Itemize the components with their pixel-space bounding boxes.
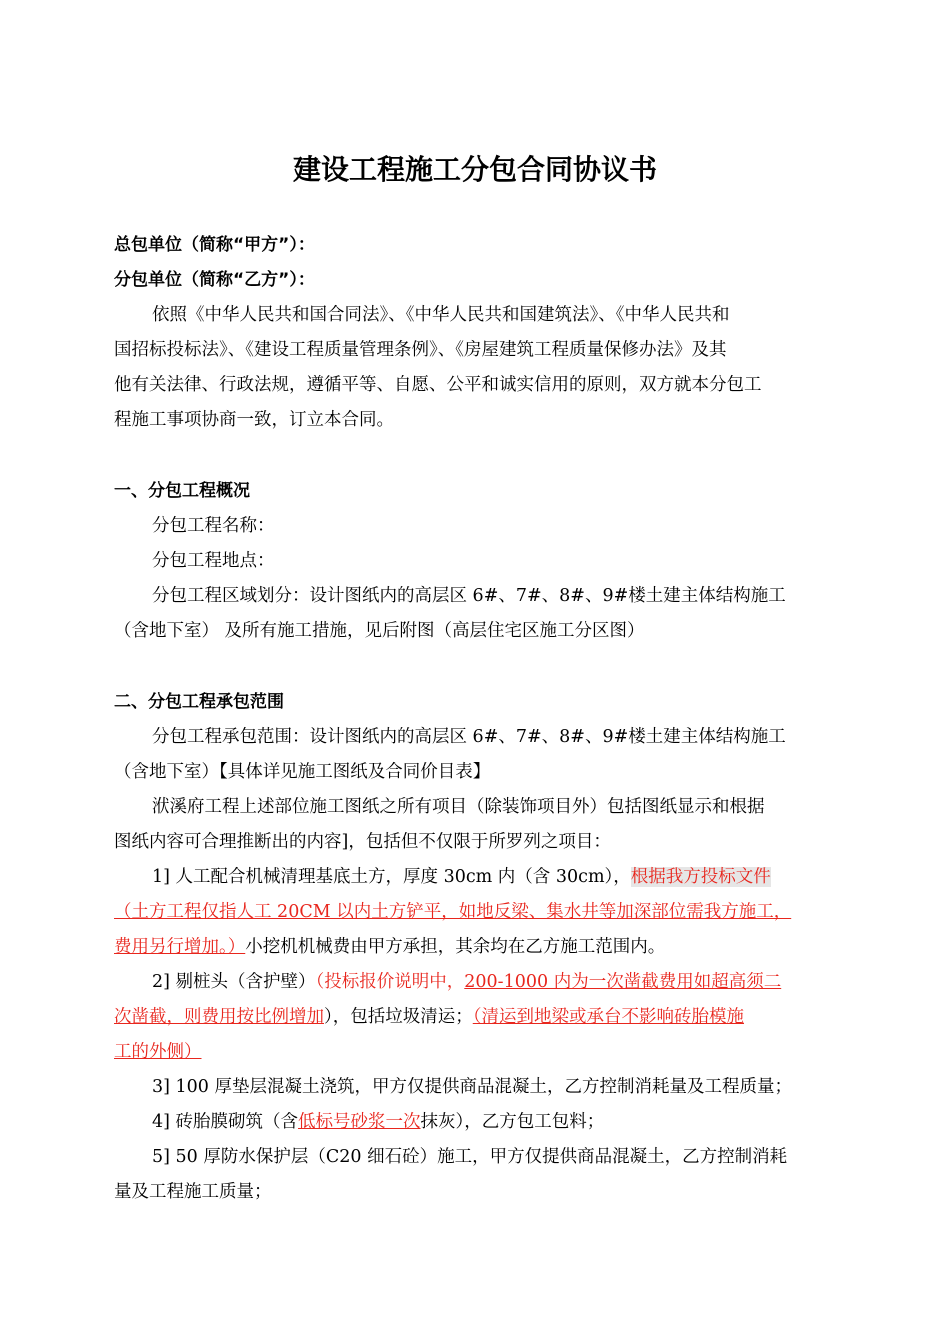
item-2-text: 2] 剔桩头（含护壁） [152, 972, 316, 992]
scope-line-2: （含地下室）【具体详见施工图纸及合同价目表】 [114, 762, 491, 782]
scope-line-1: 分包工程承包范围：设计图纸内的高层区 6#、7#、8#、9#楼土建主体结构施工 [152, 727, 786, 747]
item-1-text-end: 小挖机机械费由甲方承担，其余均在乙方施工范围内。 [245, 937, 666, 957]
item-3-line: 3] 100 厚垫层混凝土浇筑，甲方仅提供商品混凝土，乙方控制消耗量及工程质量； [152, 1077, 792, 1097]
document-title: 建设工程施工分包合同协议书 [292, 153, 657, 186]
intro-line-4: 程施工事项协商一致，订立本合同。 [114, 410, 394, 430]
item-2-line-1 [152, 969, 781, 995]
scope-desc-line-2: 图纸内容可合理推断出的内容]，包括但不仅限于所罗列之项目： [114, 832, 611, 852]
item-2-line-2 [114, 1004, 744, 1030]
item-1-text: 1] 人工配合机械清理基底土方，厚度 30cm 内（含 30cm）， [152, 867, 631, 887]
item-2-annotation-end: 工的外侧） [114, 1042, 202, 1062]
intro-line-3: 他有关法律、行政法规，遵循平等、自愿、公平和诚实信用的原则，双方就本分包工 [114, 375, 762, 395]
area-division-line-1: 分包工程区域划分：设计图纸内的高层区 6#、7#、8#、9#楼土建主体结构施工 [152, 586, 786, 606]
section-1-heading: 一、分包工程概况 [114, 481, 250, 501]
item-5-line-1: 5] 50 厚防水保护层（C20 细石砼）施工，甲方仅提供商品混凝土，乙方控制消耗 [152, 1147, 788, 1167]
item-4-text-b: 抹灰），乙方包工包料； [420, 1112, 605, 1132]
item-2-text-mid: ），包括垃圾清运； [324, 1007, 473, 1027]
item-1-annotation-end: 费用另行增加。） [114, 937, 246, 957]
item-4-text-a: 4] 砖胎膜砌筑（含 [152, 1112, 299, 1132]
project-name-field: 分包工程名称： [152, 516, 275, 536]
item-2-annotation-c: 次凿截，则费用按比例增加 [114, 1007, 324, 1027]
intro-line-1: 依照《中华人民共和国合同法》、《中华人民共和国建筑法》、《中华人民共和 [152, 305, 730, 325]
item-4-line [152, 1109, 604, 1135]
project-location-field: 分包工程地点： [152, 551, 275, 571]
section-2-heading: 二、分包工程承包范围 [114, 692, 284, 712]
area-division-line-2: （含地下室） 及所有施工措施，见后附图（高层住宅区施工分区图） [114, 621, 645, 641]
party-b-line: 分包单位（简称“乙方”）： [114, 270, 315, 290]
item-2-annotation-a: （投标报价说明中， [315, 972, 465, 992]
item-1-line-3 [114, 934, 665, 960]
intro-line-2: 国招标投标法》、《建设工程质量管理条例》、《房屋建筑工程质量保修办法》及其 [114, 340, 727, 360]
item-4-annotation: 低标号砂浆一次 [298, 1112, 421, 1132]
item-2-annotation-d: （清运到地梁或承台不影响砖胎模施 [472, 1007, 744, 1027]
party-a-line: 总包单位（简称“甲方”）： [114, 235, 315, 255]
item-1-line-1 [152, 864, 771, 890]
scope-desc-line-1: 洑溪府工程上述部位施工图纸之所有项目（除装饰项目外）包括图纸显示和根据 [152, 797, 765, 817]
item-1-annotation: 根据我方投标文件 [630, 867, 771, 887]
item-5-line-2: 量及工程施工质量； [114, 1182, 272, 1202]
item-1-annotation-line-2: （土方工程仅指人工 20CM 以内土方铲平，如地反梁、集水井等加深部位需我方施工， [114, 902, 792, 922]
item-2-annotation-b: 200-1000 内为一次凿截费用如超高须二 [464, 972, 782, 992]
